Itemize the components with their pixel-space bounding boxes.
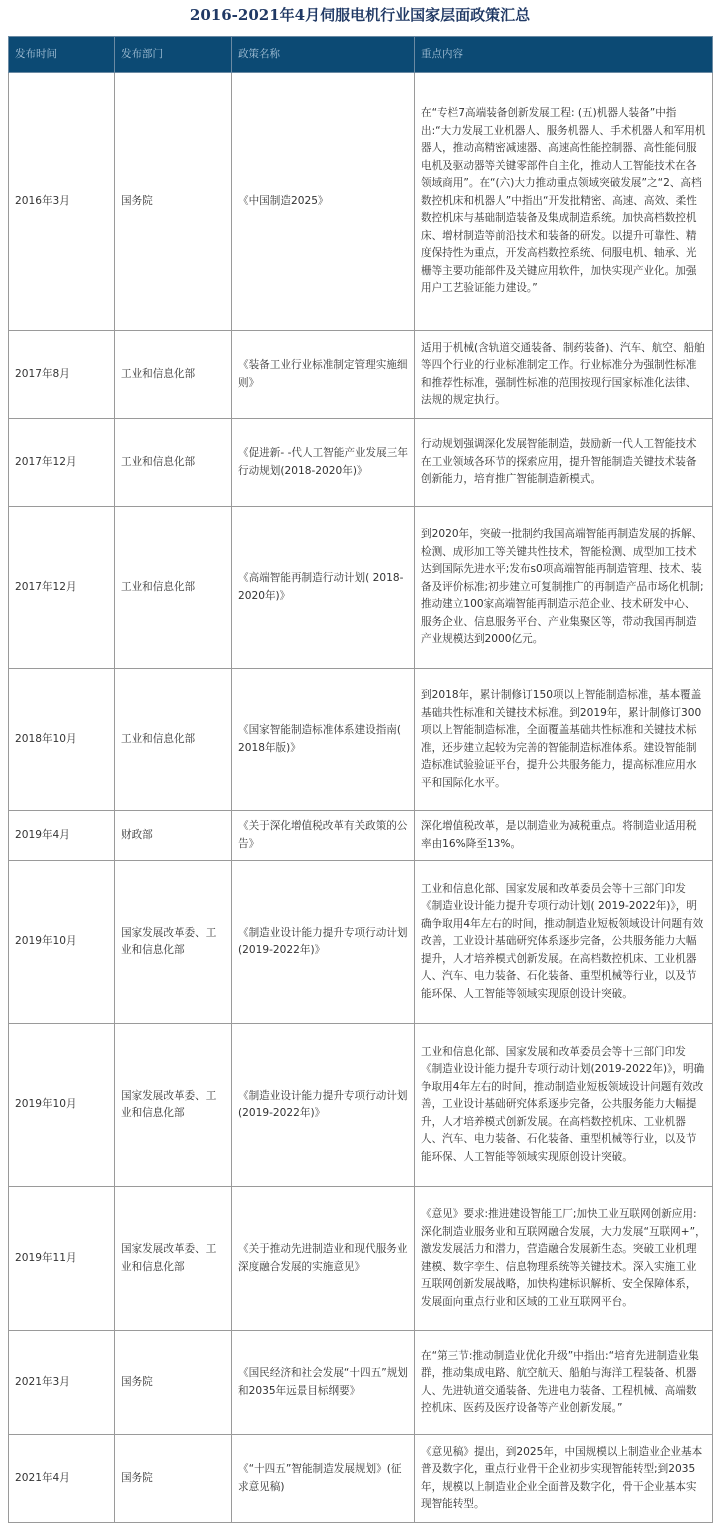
cell-policy: 《高端智能再制造行动计划( 2018-2020年)》 <box>232 507 415 669</box>
table-header-row <box>9 37 713 73</box>
cell-dept: 工业和信息化部 <box>115 669 232 811</box>
cell-policy: 《关于深化增值税改革有关政策的公告》 <box>232 811 415 861</box>
cell-dept: 工业和信息化部 <box>115 507 232 669</box>
table-row <box>9 861 713 1024</box>
cell-dept: 国务院 <box>115 1435 232 1523</box>
cell-policy: 《制造业设计能力提升专项行动计划(2019-2022年)》 <box>232 861 415 1024</box>
cell-content: 行动规划强调深化发展智能制造，鼓励新一代人工智能技术在工业领域各环节的探索应用，提升智能制造关键技术装备创新能力，培育推广智能制造新模式。 <box>415 419 713 507</box>
cell-dept: 工业和信息化部 <box>115 419 232 507</box>
table-row <box>9 419 713 507</box>
cell-dept: 国家发展改革委、工业和信息化部 <box>115 1187 232 1331</box>
cell-dept: 国务院 <box>115 73 232 331</box>
cell-time: 2019年10月 <box>9 1024 115 1187</box>
cell-dept: 国务院 <box>115 1331 232 1435</box>
cell-policy: 《中国制造2025》 <box>232 73 415 331</box>
cell-content: 在“专栏7高端装备创新发展工程: (五)机器人装备”中指出:“大力发展工业机器人、服务机器人、手术机器人和军用机器人，推动高精密减速器、高速高性能控制器、高性能伺服电机及驱动器等关键零部件自主化，推动人工智能技术在各领域商用”。在“(六)大力推动重点领域突破发展”之“2、高档数控机床和机器人”中指出“开发批精密、高速、高效、柔性数控机床与基础制造装备及集成制造系统。加快高档数控机床、增材制造等前沿技术和装备的研发。以提升可靠性、精度保持性为重点，开发高档数控系统、伺服电机、轴承、光栅等主要功能部件及关键应用软件，加快实现产业化。加强用户工艺验证能力建设。” <box>415 73 713 331</box>
cell-dept: 财政部 <box>115 811 232 861</box>
table-row <box>9 331 713 419</box>
table-row <box>9 1024 713 1187</box>
cell-time: 2021年3月 <box>9 1331 115 1435</box>
cell-dept: 工业和信息化部 <box>115 331 232 419</box>
header-department: 发布部门 <box>115 37 232 73</box>
cell-policy: 《关于推动先进制造业和现代服务业深度融合发展的实施意见》 <box>232 1187 415 1331</box>
page-title: 2016-2021年4月伺服电机行业国家层面政策汇总 <box>189 6 531 24</box>
table-row <box>9 507 713 669</box>
header-key-content: 重点内容 <box>415 37 713 73</box>
cell-time: 2019年11月 <box>9 1187 115 1331</box>
cell-content: 工业和信息化部、国家发展和改革委员会等十三部门印发《制造业设计能力提升专项行动计划( 2019-2022年)》，明确争取用4年左右的时间，推动制造业短板领域设计问题有效改善，工业设计基础研究体系逐步完备，公共服务能力大幅提升，人才培养模式创新发展。在高档数控机床、工业机器人、汽车、电力装备、石化装备、重型机械等行业，以及节能环保、人工智能等领域实现原创设计突破。 <box>415 861 713 1024</box>
table-row <box>9 1331 713 1435</box>
cell-policy: 《促进新- -代人工智能产业发展三年行动规划(2018-2020年)》 <box>232 419 415 507</box>
table-row <box>9 73 713 331</box>
cell-content: 《意见》要求:推进建设智能工厂;加快工业互联网创新应用:深化制造业服务业和互联网融合发展，大力发展“互联网+”，激发发展活力和潜力，营造融合发展新生态。突破工业机理建模、数字孪生、信息物理系统等关键技术。深入实施工业互联网创新发展战略，加快构建标识解析、安全保障体系，发展面向重点行业和区域的工业互联网平台。 <box>415 1187 713 1331</box>
cell-policy: 《“十四五”智能制造发展规划》(征求意见稿) <box>232 1435 415 1523</box>
cell-content: 深化增值税改革，是以制造业为减税重点。将制造业适用税率由16%降至13%。 <box>415 811 713 861</box>
cell-time: 2021年4月 <box>9 1435 115 1523</box>
cell-time: 2017年12月 <box>9 419 115 507</box>
cell-policy: 《制造业设计能力提升专项行动计划(2019-2022年)》 <box>232 1024 415 1187</box>
policy-table <box>8 36 713 1523</box>
table-row <box>9 811 713 861</box>
cell-time: 2018年10月 <box>9 669 115 811</box>
cell-content: 到2018年，累计制修订150项以上智能制造标准，基本覆盖基础共性标准和关键技术标准。到2019年，累计制修订300项以上智能制造标准，全面覆盖基础共性标准和关键技术标准，还步建立起较为完善的智能制造标准体系。建设智能制造标准试验验证平台，提升公共服务能力，提高标准应用水平和国际化水平。 <box>415 669 713 811</box>
cell-content: 在“第三节:推动制造业优化升级”中指出:“培育先进制造业集群，推动集成电路、航空航天、船舶与海洋工程装备、机器人、先进轨道交通装备、先进电力装备、工程机械、高端数控机床、医药及医疗设备等产业创新发展。” <box>415 1331 713 1435</box>
cell-dept: 国家发展改革委、工业和信息化部 <box>115 1024 232 1187</box>
cell-time: 2017年12月 <box>9 507 115 669</box>
table-row <box>9 1435 713 1523</box>
cell-content: 到2020年，突破一批制约我国高端智能再制造发展的拆解、检测、成形加工等关键共性技术，智能检测、成型加工技术达到国际先进水平;发布s0项高端智能再制造管理、技术、装备及评价标准;初步建立可复制推广的再制造产品市场化机制;推动建立100家高端智能再制造示范企业、技术研发中心、服务企业、信息服务平台、产业集聚区等，带动我国再制造产业规模达到2000亿元。 <box>415 507 713 669</box>
cell-content: 工业和信息化部、国家发展和改革委员会等十三部门印发《制造业设计能力提升专项行动计划(2019-2022年)》，明确争取用4年左右的时间，推动制造业短板领域设计问题有效改善，工业设计基础研究体系逐步完备，公共服务能力大幅提升，人才培养模式创新发展。在高档数控机床、工业机器人、汽车、电力装备、石化装备、重型机械等行业，以及节能环保、人工智能等领域实现原创设计突破。 <box>415 1024 713 1187</box>
cell-time: 2019年4月 <box>9 811 115 861</box>
cell-content: 《意见稿》提出，到2025年，中国规模以上制造业企业基本普及数字化，重点行业骨干企业初步实现智能转型;到2035年，规模以上制造业企业全面普及数字化，骨干企业基本实现智能转型。 <box>415 1435 713 1523</box>
cell-policy: 《装备工业行业标准制定管理实施细则》 <box>232 331 415 419</box>
table-row <box>9 1187 713 1331</box>
cell-policy: 《国家智能制造标准体系建设指南( 2018年版)》 <box>232 669 415 811</box>
cell-dept: 国家发展改革委、工业和信息化部 <box>115 861 232 1024</box>
cell-content: 适用于机械(含轨道交通装备、制药装备)、汽车、航空、船舶等四个行业的行业标准制定工作。行业标准分为强制性标准和推荐性标准，强制性标准的范围按现行国家标准化法律、法规的规定执行。 <box>415 331 713 419</box>
header-policy-name: 政策名称 <box>232 37 415 73</box>
cell-time: 2017年8月 <box>9 331 115 419</box>
table-row <box>9 669 713 811</box>
header-release-time: 发布时间 <box>9 37 115 73</box>
cell-time: 2016年3月 <box>9 73 115 331</box>
cell-time: 2019年10月 <box>9 861 115 1024</box>
cell-policy: 《国民经济和社会发展“十四五”规划和2035年远景目标纲要》 <box>232 1331 415 1435</box>
